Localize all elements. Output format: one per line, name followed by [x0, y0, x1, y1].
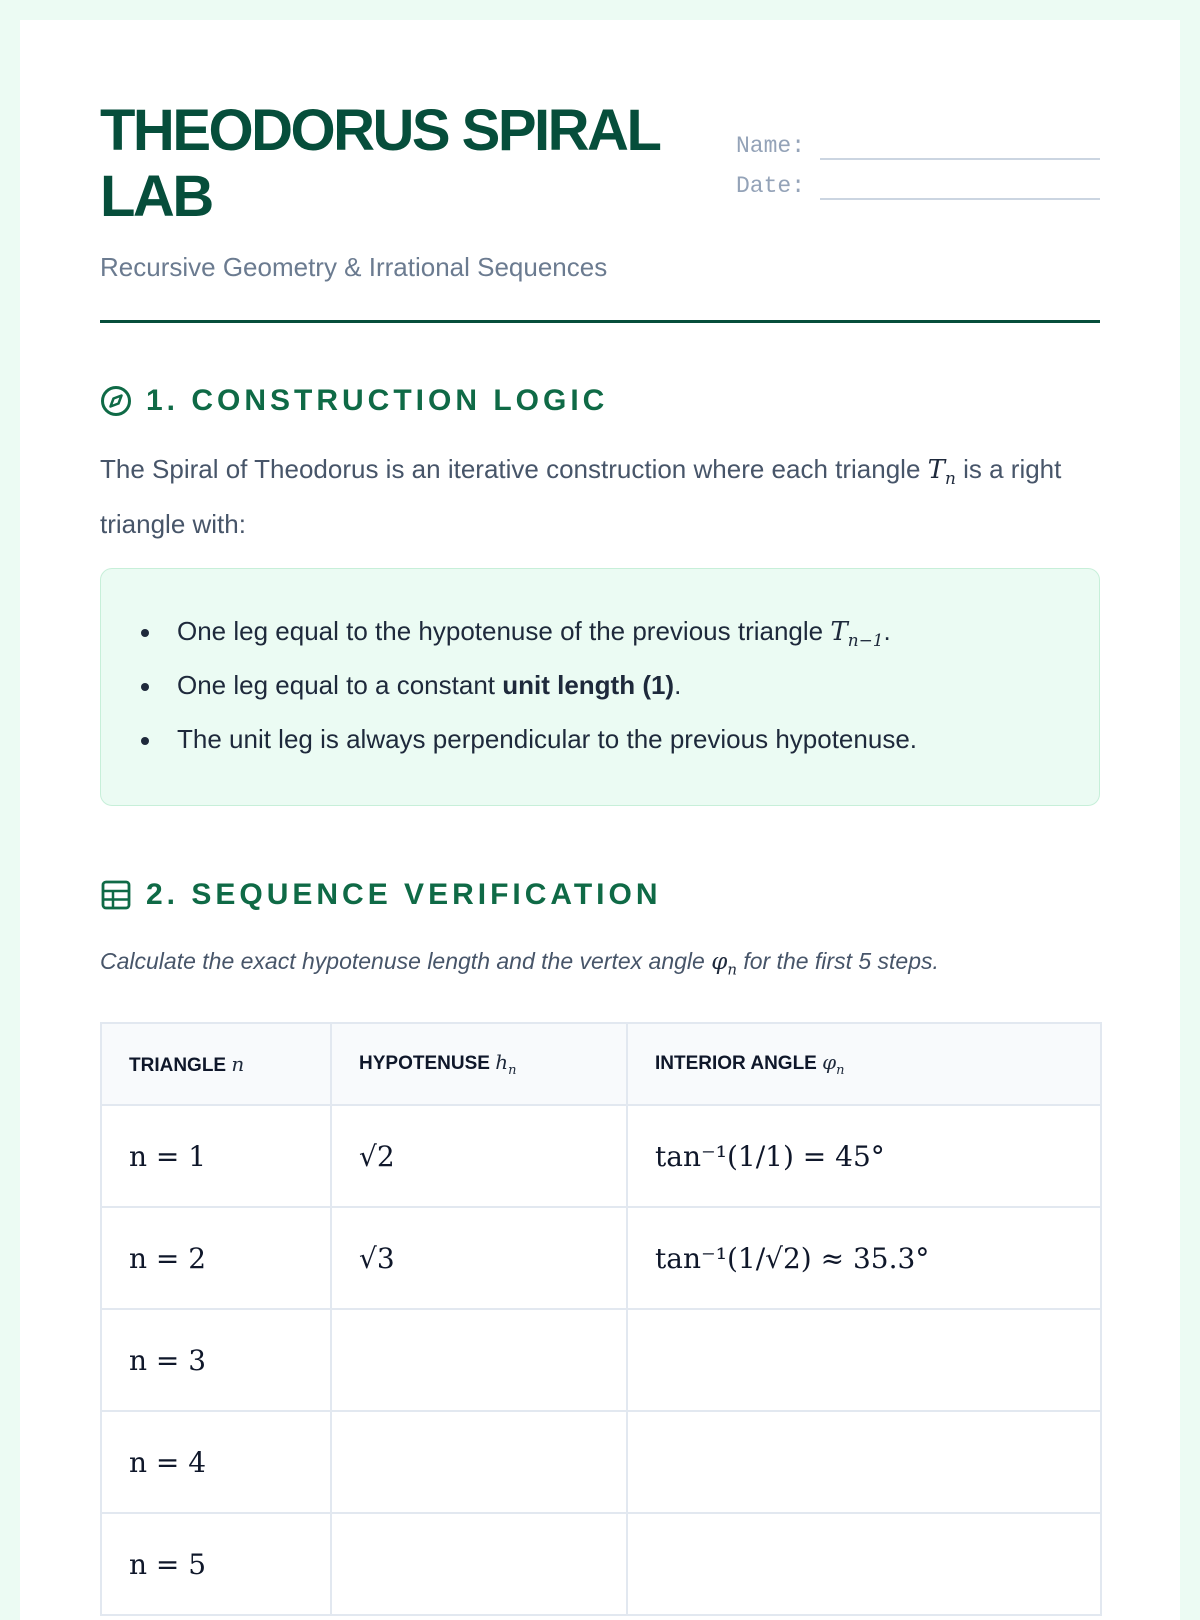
table-row — [101, 1207, 1101, 1309]
math-t-n — [927, 455, 956, 489]
page-subtitle: Recursive Geometry & Irrational Sequences — [100, 252, 608, 282]
list-item — [141, 721, 917, 775]
date-label: Date: — [736, 173, 806, 199]
header-math — [495, 1050, 517, 1078]
header-math — [822, 1050, 845, 1078]
rule-emphasis: unit length (1) — [502, 670, 675, 700]
intro-text: The Spiral of Theodorus is an iterative construction where each triangle — [100, 454, 928, 484]
hypotenuse-cell[interactable] — [331, 1411, 627, 1513]
math-subscript: n−1 — [847, 630, 884, 651]
table-row — [101, 1309, 1101, 1411]
section-heading-verification — [100, 878, 662, 912]
triangle-cell: n = 1 — [101, 1105, 331, 1207]
intro-text-end: is a right triangle with: — [100, 454, 1062, 540]
rule-text: One leg equal to the hypotenuse of the previous triangle — [177, 616, 831, 646]
name-row — [736, 120, 1100, 160]
math-symbol: φ — [711, 949, 728, 975]
column-header-angle — [627, 1023, 1101, 1105]
angle-cell[interactable] — [627, 1411, 1101, 1513]
header-math — [231, 1052, 244, 1076]
triangle-cell: n = 2 — [101, 1207, 331, 1309]
table-row — [101, 1105, 1101, 1207]
worksheet-page — [20, 20, 1180, 1620]
table-instruction — [100, 948, 939, 979]
name-label: Name: — [736, 133, 806, 159]
construction-rules-box — [100, 568, 1100, 806]
math-symbol: T — [927, 455, 945, 485]
rule-text-end: . — [674, 670, 682, 700]
hypotenuse-cell[interactable] — [331, 1309, 627, 1411]
name-field[interactable] — [820, 128, 1100, 160]
rules-list — [141, 613, 917, 775]
header-label: HYPOTENUSE — [359, 1053, 496, 1074]
table-row — [101, 1411, 1101, 1513]
math-subscript: n — [508, 1063, 517, 1078]
rule-text: One leg equal to a constant — [177, 670, 503, 700]
worksheet-header — [100, 98, 1100, 323]
section-heading-text: 2. SEQUENCE VERIFICATION — [146, 878, 662, 911]
instruction-text-end: for the first 5 steps. — [736, 948, 939, 974]
triangle-cell: n = 5 — [101, 1513, 331, 1615]
math-subscript: n — [727, 960, 737, 979]
angle-cell[interactable]: tan⁻¹(1/√2) ≈ 35.3° — [627, 1207, 1101, 1309]
rule-text: The unit leg is always perpendicular to the previous hypotenuse. — [177, 724, 917, 754]
math-subscript: n — [944, 468, 956, 489]
section-heading-text: 1. CONSTRUCTION LOGIC — [146, 384, 609, 417]
table-header-row — [101, 1023, 1101, 1105]
math-symbol: n — [231, 1051, 245, 1076]
date-field[interactable] — [820, 168, 1100, 200]
page-title: THEODORUS SPIRAL LAB — [100, 98, 659, 229]
table-icon — [100, 879, 132, 911]
instruction-text: Calculate the exact hypotenuse length and the vertex angle — [100, 948, 712, 974]
hypotenuse-cell[interactable]: √2 — [331, 1105, 627, 1207]
list-item — [141, 667, 917, 721]
triangle-cell: n = 3 — [101, 1309, 331, 1411]
angle-cell[interactable] — [627, 1309, 1101, 1411]
compass-icon — [100, 385, 132, 417]
header-label: INTERIOR ANGLE — [655, 1053, 823, 1074]
column-header-triangle — [101, 1023, 331, 1105]
sequence-table — [100, 1022, 1102, 1616]
list-item — [141, 613, 917, 667]
column-header-hypotenuse — [331, 1023, 627, 1105]
date-row — [736, 160, 1100, 200]
angle-cell[interactable]: tan⁻¹(1/1) = 45° — [627, 1105, 1101, 1207]
section-heading-construction — [100, 384, 608, 418]
math-phi-n — [711, 949, 737, 979]
math-symbol: φ — [822, 1050, 837, 1074]
intro-paragraph — [100, 446, 1100, 547]
math-symbol: T — [830, 617, 848, 647]
math-symbol: h — [495, 1050, 509, 1074]
rule-text-end: . — [883, 616, 891, 646]
triangle-cell: n = 4 — [101, 1411, 331, 1513]
math-subscript: n — [836, 1063, 845, 1078]
hypotenuse-cell[interactable]: √3 — [331, 1207, 627, 1309]
header-label: TRIANGLE — [129, 1054, 232, 1076]
math-t-n-minus-1 — [830, 617, 884, 651]
student-info — [736, 120, 1100, 200]
